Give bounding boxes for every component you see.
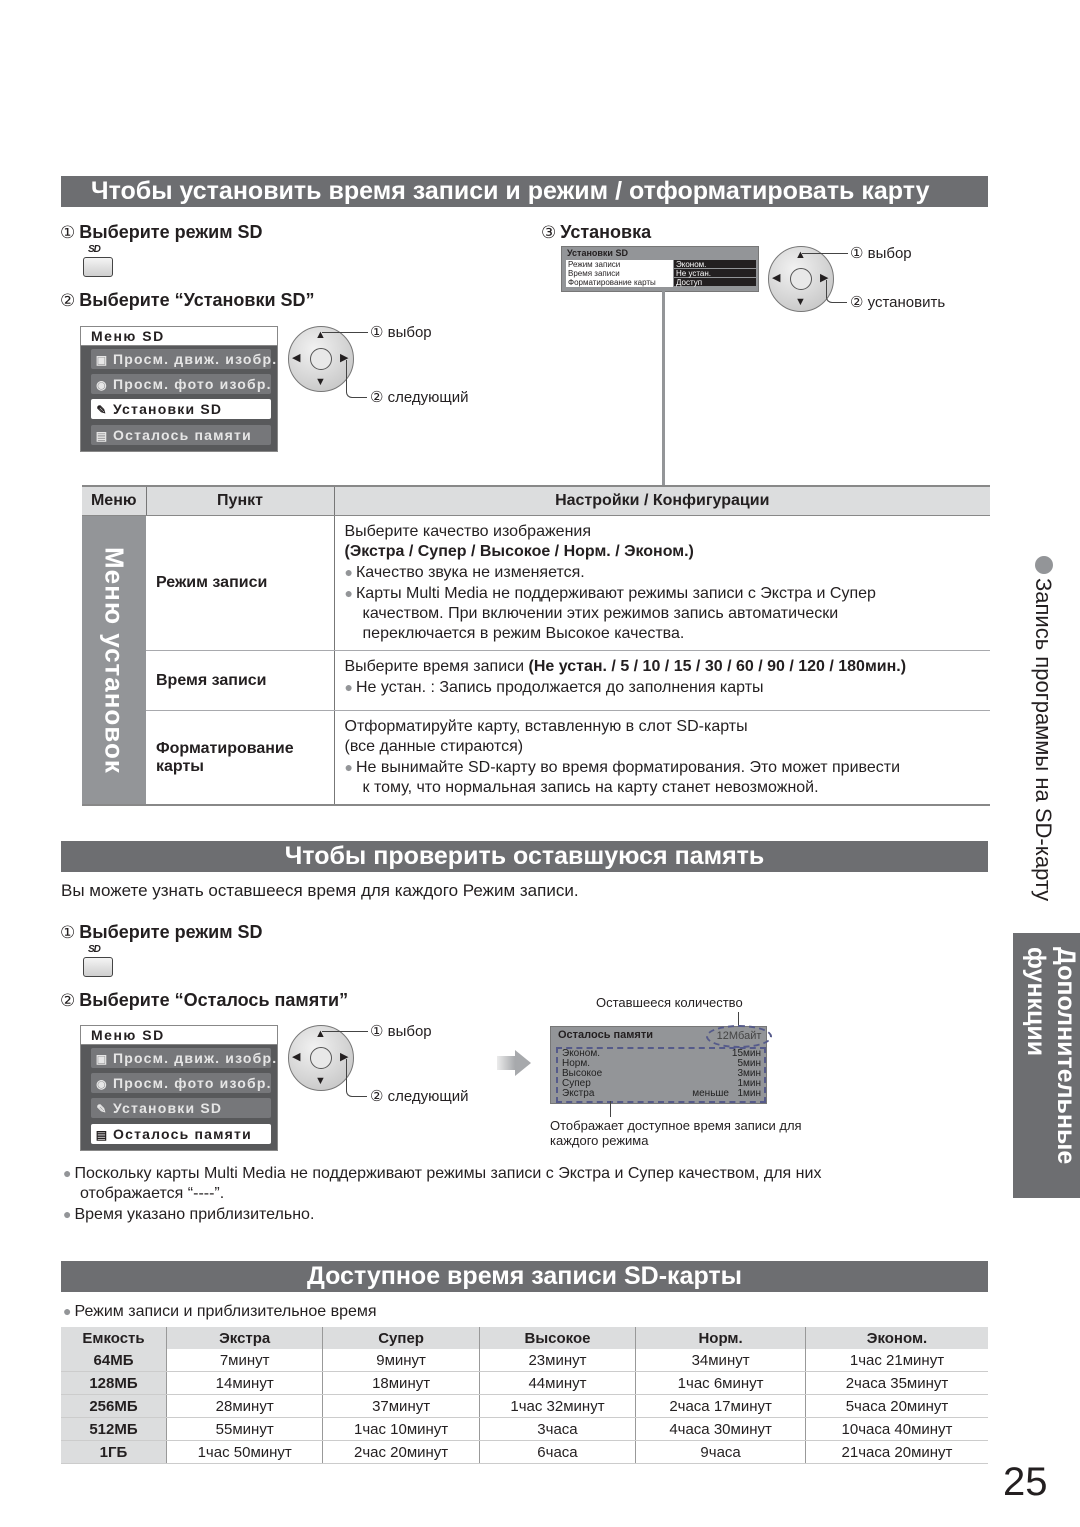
arrow-left-icon: ◀: [292, 352, 301, 364]
intro-text: Вы можете узнать оставшееся время для каждого Режим записи.: [61, 881, 579, 900]
memory-card-icon: ▤: [95, 1128, 109, 1142]
camera-icon: ◉: [96, 1077, 108, 1091]
header-normal: Норм.: [636, 1327, 806, 1349]
sd-menu-panel: [80, 326, 278, 452]
header-extra: Экстра: [167, 1327, 323, 1349]
section-title-text: Чтобы установить время записи и режим / отформатировать карту: [91, 177, 930, 205]
step-setup: ③ Установка: [541, 222, 652, 242]
arrow-right-icon: ▶: [340, 352, 349, 364]
step-select-remaining-memory: ② Выберите “Осталось памяти”: [60, 990, 349, 1010]
list-item: Экстра меньше 1мин: [562, 1088, 761, 1099]
movie-camera-icon: ▣: [95, 353, 109, 367]
arrow-down-icon: ▼: [315, 376, 326, 388]
arrow-down-icon: ▼: [795, 296, 806, 308]
arrow-right-icon: ▶: [820, 272, 829, 284]
chapter-tab[interactable]: Дополнительные функции: [1013, 933, 1080, 1198]
screen-caption: Отображает доступное время записи для каждого режима: [550, 1118, 802, 1148]
side-label-settings-menu: Меню установок: [82, 516, 146, 806]
header-menu: Меню: [82, 486, 146, 516]
sd-logo-icon: SD: [88, 944, 100, 955]
arrow-up-icon: ▲: [315, 329, 326, 341]
remote-dpad[interactable]: [288, 1025, 354, 1091]
remaining-amount-label: Оставшееся количество: [596, 995, 743, 1010]
setting-row[interactable]: Режим записи Эконом.: [562, 260, 758, 269]
step-select-sd-settings: ② Выберите “Установки SD”: [60, 290, 315, 310]
menu-item-movie-view[interactable]: ▣ Просм. движ. изобр.: [91, 349, 271, 369]
callout-next: ② следующий: [370, 1088, 469, 1105]
table-row: 256МБ 28минут 37минут 1час 32минут 2часа 17минут 5часа 20минут: [61, 1395, 988, 1418]
callout-line: [322, 1031, 368, 1032]
callout-select: ① выбор: [370, 1023, 432, 1040]
capacity-badge: 12Мбайт: [706, 1025, 772, 1048]
arrow-down-icon: ▼: [315, 1075, 326, 1087]
callout-line: [610, 1101, 611, 1117]
list-item: Супер 1мин: [562, 1078, 761, 1089]
callout-line: [802, 253, 848, 254]
setting-row[interactable]: Форматирование карты Доступ: [562, 278, 758, 287]
table-note: ● Режим записи и приблизительное время: [63, 1301, 377, 1322]
ok-button[interactable]: [310, 1047, 332, 1069]
chapter-bullet-icon: [1035, 556, 1053, 574]
arrow-left-icon: ◀: [772, 272, 781, 284]
chapter-label: Запись программы на SD-карту: [1031, 578, 1056, 902]
remote-dpad[interactable]: [768, 246, 834, 312]
header-high: Высокое: [479, 1327, 635, 1349]
callout-line: [346, 360, 367, 398]
table-row: 128МБ 14минут 18минут 44минут 1час 6минут 2часа 35минут: [61, 1372, 988, 1395]
remaining-memory-screen: Осталось памяти: [550, 1026, 767, 1104]
arrow-right-icon: ▶: [340, 1051, 349, 1063]
wrench-icon: ✎: [96, 403, 108, 417]
recording-time-table: [61, 1327, 988, 1464]
table-row: 64МБ 7минут 9минут 23минут 34минут 1час 21минут: [61, 1349, 988, 1372]
list-item: Высокое 3мин: [562, 1068, 761, 1079]
movie-camera-icon: ▣: [95, 1052, 109, 1066]
desc-format-card: Отформатируйте карту, вставленную в слот SD-карты (все данные стираются) ● Не вынимайте SD-карту во время форматирования. Это может привести к тому, что нормальная запись на карту станет невозможной.: [334, 711, 990, 806]
page-number: 25: [1003, 1460, 1048, 1504]
arrow-up-icon: ▲: [315, 1028, 326, 1040]
callout-line: [322, 332, 368, 333]
header-super: Супер: [323, 1327, 479, 1349]
ok-button[interactable]: [310, 348, 332, 370]
remaining-time-list: [556, 1047, 766, 1103]
header-economy: Эконом.: [806, 1327, 989, 1349]
callout-select: ① выбор: [370, 324, 432, 341]
callout-line: [738, 1012, 739, 1026]
arrow-up-icon: ▲: [795, 249, 806, 261]
callout-set: ② установить: [850, 294, 946, 311]
step-select-sd-mode: ① Выберите режим SD: [60, 922, 263, 942]
remote-dpad[interactable]: [288, 326, 354, 392]
sd-logo-icon: SD: [88, 244, 100, 255]
sd-button-icon[interactable]: [83, 957, 113, 977]
callout-next: ② следующий: [370, 389, 469, 406]
sd-menu-title: Меню SD: [81, 327, 277, 346]
arrow-left-icon: ◀: [292, 1051, 301, 1063]
sd-button-icon[interactable]: [83, 257, 113, 277]
section-title-available-time: Доступное время записи SD-карты: [61, 1261, 988, 1292]
callout-line: [346, 1059, 367, 1097]
sd-menu-panel: [80, 1025, 278, 1151]
table-row: 1ГБ 1час 50минут 2час 20минут 6часа 9часа 21часа 20минут: [61, 1441, 988, 1464]
wrench-icon: ✎: [96, 1102, 108, 1116]
section-title-set-time-mode: [61, 176, 988, 207]
sd-settings-screen: Установки SD Режим записи Эконом. Время записи Не устан. Форматирование карты Доступ: [561, 246, 759, 292]
item-format-card: Форматирование карты: [146, 711, 334, 806]
settings-table: [82, 485, 990, 806]
desc-record-time: Выберите время записи (Не устан. / 5 / 10 / 15 / 30 / 60 / 90 / 120 / 180мин.) ● Не устан. : Запись продолжается до заполнения карты: [334, 651, 990, 711]
header-settings: Настройки / Конфигурации: [334, 486, 990, 516]
menu-item-movie-view[interactable]: ▣ Просм. движ. изобр.: [91, 1048, 271, 1068]
connector-line: [662, 291, 665, 486]
note-multimedia: ● Поскольку карты Multi Media не поддерживают режимы записи с Экстра и Супер качеством, для них отображается “----”. ● Время указано приблизительно.: [63, 1163, 821, 1225]
item-record-mode: Режим записи: [146, 516, 334, 651]
table-row: 512МБ 55минут 1час 10минут 3часа 4часа 30минут 10часа 40минут: [61, 1418, 988, 1441]
menu-item-remaining-memory[interactable]: ▤ Осталось памяти: [91, 1124, 271, 1144]
menu-item-photo-view[interactable]: ◉ Просм. фото изобр.: [91, 374, 271, 394]
list-item: Норм. 5мин: [562, 1058, 761, 1069]
item-record-time: Время записи: [146, 651, 334, 711]
camera-icon: ◉: [96, 378, 108, 392]
desc-record-mode: Выберите качество изображения (Экстра / Супер / Высокое / Норм. / Эконом.) ● Качество звука не изменяется. ● Карты Multi Media не поддерживают режимы записи с Экстра и Супер качеством. При включении этих режимов запись автоматически переключается в режим Высокое качества.: [334, 516, 990, 651]
header-capacity: Емкость: [61, 1327, 167, 1349]
menu-item-sd-settings[interactable]: ✎ Установки SD: [91, 1098, 271, 1118]
ok-button[interactable]: [790, 268, 812, 290]
setting-row[interactable]: Время записи Не устан.: [562, 269, 758, 278]
menu-item-sd-settings[interactable]: ✎ Установки SD: [91, 399, 271, 419]
header-item: Пункт: [146, 486, 334, 516]
step-select-sd-mode: ① Выберите режим SD: [60, 222, 263, 242]
section-title-check-memory: Чтобы проверить оставшуюся память: [61, 841, 988, 872]
menu-item-photo-view[interactable]: ◉ Просм. фото изобр.: [91, 1073, 271, 1093]
memory-card-icon: ▤: [95, 429, 109, 443]
menu-item-remaining-memory[interactable]: ▤ Осталось памяти: [91, 425, 271, 445]
callout-line: [826, 280, 847, 303]
sd-menu-title: Меню SD: [81, 1026, 277, 1045]
list-item: Эконом. 15мин: [562, 1048, 761, 1059]
callout-select: ① выбор: [850, 245, 912, 262]
